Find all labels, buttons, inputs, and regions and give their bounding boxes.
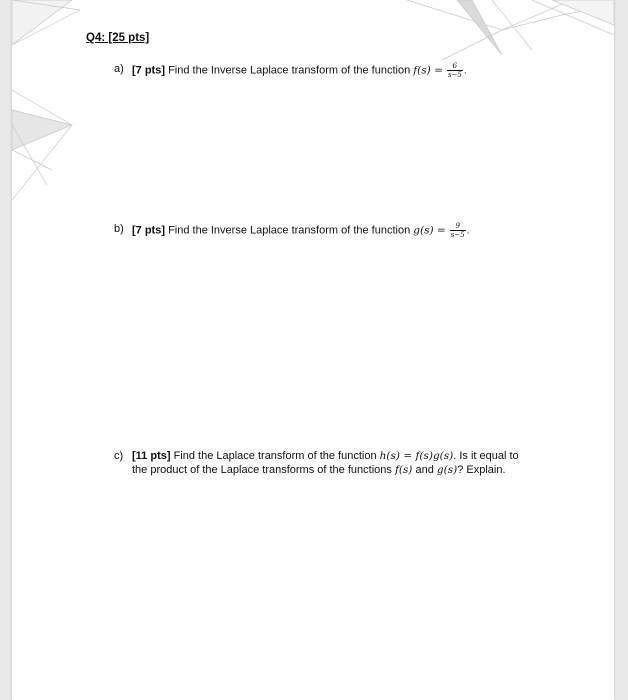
part-a-fraction — [447, 62, 463, 79]
part-a — [114, 62, 544, 79]
part-b-function: g(s) = — [413, 224, 446, 237]
part-b-fraction — [450, 222, 466, 239]
part-a-end: . — [463, 65, 467, 77]
part-c — [114, 449, 534, 477]
part-a-points: [7 pts] — [132, 64, 165, 77]
part-b-text: Find the Inverse Laplace transform of the function — [168, 224, 411, 237]
part-c-function: h(s) = f(s)g(s) — [379, 450, 454, 462]
part-a-letter: a) — [114, 63, 124, 75]
part-c-g: g(s) — [436, 464, 458, 476]
part-a-denominator: s−5 — [447, 71, 462, 79]
part-b-denominator: s−5 — [450, 231, 465, 239]
part-c-text1: Find the Laplace transform of the function — [173, 450, 377, 462]
part-c-text3: ? Explain. — [457, 464, 506, 476]
part-c-f: f(s) — [394, 464, 413, 476]
part-b-end: . — [466, 225, 470, 237]
part-c-letter: c) — [114, 450, 124, 462]
part-b — [114, 222, 544, 239]
decorative-background-graphic — [12, 0, 614, 700]
part-b-points: [7 pts] — [132, 224, 165, 237]
part-c-and: and — [415, 464, 434, 476]
part-b-letter: b) — [114, 223, 124, 235]
document-page — [12, 0, 614, 700]
part-a-text: Find the Inverse Laplace transform of the function — [168, 64, 411, 77]
part-b-numerator: 9 — [450, 222, 466, 231]
part-a-numerator: 6 — [447, 62, 463, 71]
part-a-function: f(s) = — [413, 64, 443, 77]
part-c-text2: . Is it equal to the product of the Laplace transforms of the functions — [132, 450, 519, 476]
question-title: Q4: [25 pts] — [86, 32, 150, 44]
part-c-points: [11 pts] — [132, 450, 171, 462]
